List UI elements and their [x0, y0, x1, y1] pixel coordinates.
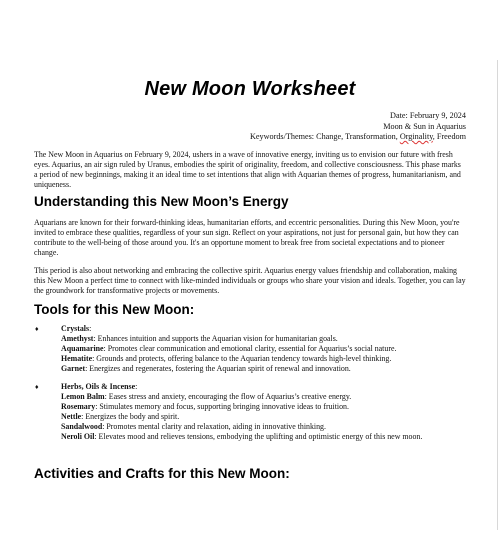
list-item: Neroli Oil: Elevates mood and relieves tensions, embodying the uplifting and optimistic energy of this new moon. — [61, 432, 423, 441]
page-title: New Moon Worksheet — [144, 78, 356, 100]
crystals-bullet-row — [34, 324, 474, 334]
date-line: Date: February 9, 2024 — [390, 111, 466, 120]
herbs-label: Herbs, Oils & Incense: — [61, 382, 138, 391]
list-item: Rosemary: Stimulates memory and focus, supporting bringing innovative ideas to fruition. — [61, 402, 349, 411]
energy-heading: Understanding this New Moon’s Energy — [34, 194, 289, 209]
list-item: Sandalwood: Promotes mental clarity and relaxation, aiding in innovative thinking. — [61, 422, 326, 431]
keywords-suffix: , Freedom — [432, 132, 466, 142]
diamond-bullet-icon: ♦ — [35, 325, 39, 333]
keywords-prefix: Keywords/Themes: Change, Transformation, — [249, 132, 400, 142]
header-meta — [250, 111, 466, 143]
keywords-misspelled-word: Orginality — [399, 132, 433, 142]
crystals-block — [34, 324, 474, 374]
list-item: Nettle: Energizes the body and spirit. — [61, 412, 180, 421]
diamond-bullet-icon: ♦ — [35, 383, 39, 391]
page-edge-divider — [497, 60, 498, 530]
intro-paragraph: The New Moon in Aquarius on February 9, 2024, ushers in a wave of innovative energy, inviting us to envision our future with fresh eyes. Aquarius, an air sign ruled by Uranus, embodies the spirit of originality, freedom, and collective consciousness. This phase marks a period of new beginnings, making it an ideal time to set intentions that align with Aquarian themes of progress, humanitarianism, and uniqueness. — [34, 150, 461, 189]
keywords-line — [250, 132, 466, 143]
list-item: Hematite: Grounds and protects, offering balance to the Aquarian tendency towards high-level thinking. — [61, 354, 392, 363]
crystals-label: Crystals: — [61, 324, 92, 333]
list-item: Amethyst: Enhances intuition and supports the Aquarian vision for humanitarian goals. — [61, 334, 338, 343]
moon-sun-line: Moon & Sun in Aquarius — [383, 121, 466, 131]
herbs-bullet-row — [34, 382, 474, 392]
herbs-block — [34, 382, 474, 442]
list-item: Lemon Balm: Eases stress and anxiety, encouraging the flow of Aquarius’s creative energy. — [61, 392, 352, 401]
list-item: Aquamarine: Promotes clear communication and emotional clarity, essential for Aquarius’s social nature. — [61, 344, 397, 353]
energy-paragraph-1: Aquarians are known for their forward-thinking ideas, humanitarian efforts, and eccentric personalities. During this New Moon, you're invited to embrace these qualities, regardless of your sun sign. Reflect on your aspirations, not just for personal gain, but how they can contribute to the well-being of those around you. It's an opportune moment to break free from societal expectations and to pioneer change. — [34, 218, 460, 257]
list-item: Garnet: Energizes and regenerates, fostering the Aquarian spirit of renewal and innovation. — [61, 364, 351, 373]
tools-heading: Tools for this New Moon: — [34, 302, 195, 317]
activities-heading: Activities and Crafts for this New Moon: — [34, 466, 290, 481]
energy-paragraph-2: This period is also about networking and embracing the collective spirit. Aquarius energy values friendship and collaboration, making this New Moon a perfect time to connect with like-minded individuals or groups who share your vision and ideals. Together, you can lay the groundwork for transformative projects or movements. — [34, 266, 466, 295]
